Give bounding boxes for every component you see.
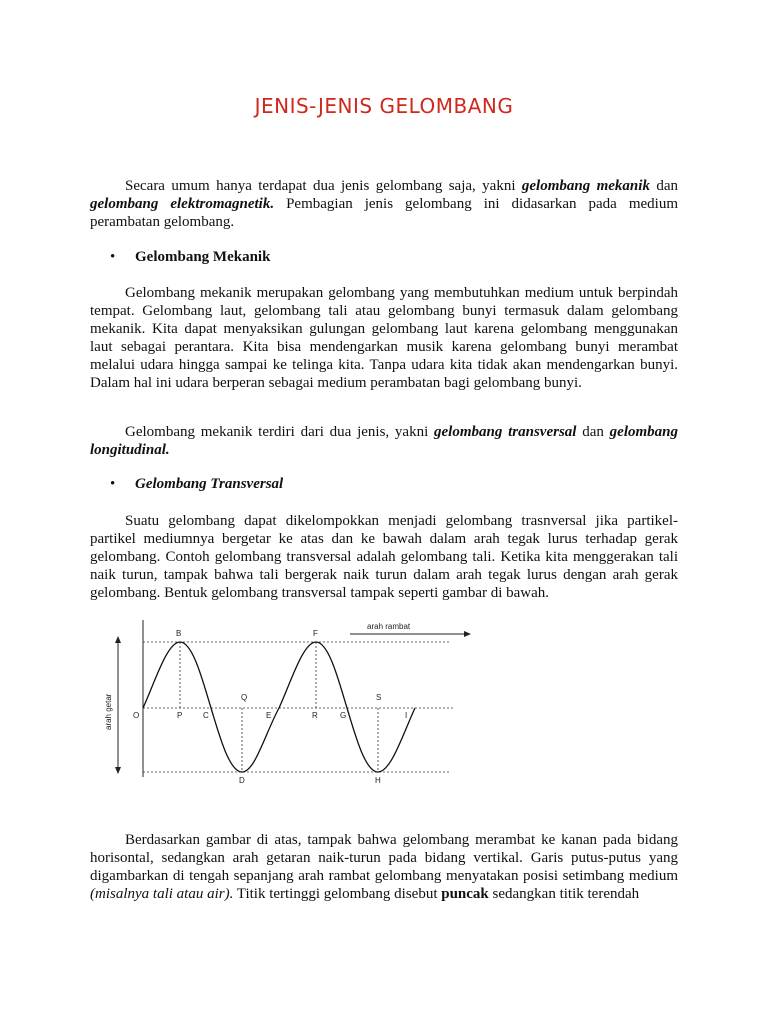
closing-text-2: Titik tertinggi gelombang disebut <box>233 886 442 902</box>
intro-text-3: Pembagian jenis gelombang ini didasarkan pada medium perambatan gelombang. <box>90 196 678 230</box>
bullet-label: Gelombang Transversal <box>135 476 284 492</box>
label-d: D <box>239 776 245 785</box>
label-g: G <box>340 711 347 720</box>
closing-paragraph <box>90 831 678 903</box>
label-s: S <box>376 693 382 702</box>
wave-curve <box>143 642 415 772</box>
label-i: I <box>405 711 408 720</box>
bullet-gelombang-transversal <box>110 475 283 493</box>
mekanik-paragraph: Gelombang mekanik merupakan gelombang yang membutuhkan medium untuk berpindah tempat. Gelombang laut, gelombang tali atau gelombang bunyi termasuk dalam gelombang mekanik. Kita dapat menyaksikan gulungan gelombang laut karena gelombang menggunakan laut sebagai perantara. Kita bisa mendengarkan musik karena gelombang bunyi merambat melalui udara hingga sampai ke telinga kita. Tanpa udara kita tidak akan mendengarkan bunyi. Dalam hal ini udara berperan sebagai medium perambatan bagi gelombang bunyi. <box>90 285 678 391</box>
label-r: R <box>312 711 318 720</box>
propagation-arrow <box>350 631 471 637</box>
label-b: B <box>176 629 182 638</box>
closing-term-puncak: puncak <box>441 886 489 902</box>
bullet-dot: • <box>110 476 116 492</box>
jenis-paragraph <box>90 423 678 459</box>
label-h: H <box>375 776 381 785</box>
label-e: E <box>266 711 272 720</box>
label-p: P <box>177 711 183 720</box>
vibration-arrow <box>115 636 121 774</box>
closing-italic: (misalnya tali atau air). <box>90 886 234 902</box>
intro-paragraph <box>90 177 678 231</box>
bullet-gelombang-mekanik <box>110 248 270 266</box>
transversal-paragraph: Suatu gelombang dapat dikelompokkan menjadi gelombang trasnversal jika partikel-partikel mediumnya bergetar ke atas dan ke bawah dalam arah tegak lurus terhadap gerak gelombang. Contoh gelombang transversal adalah gelombang tali. Ketika kita menggerakan tali naik turun, tampak bahwa tali bergerak naik turun dalam arah tegak lurus dengan arah gerak gelombang. Bentuk gelombang transversal tampak seperti gambar di bawah. <box>90 513 678 601</box>
label-f: F <box>313 629 318 638</box>
closing-text-3: sedangkan titik terendah <box>488 886 640 902</box>
label-c: C <box>203 711 209 720</box>
arah-getar-label: arah getar <box>104 693 113 730</box>
label-o: O <box>133 711 140 720</box>
intro-term-mekanik: gelombang mekanik <box>521 178 650 194</box>
transverse-wave-figure <box>95 612 495 787</box>
jenis-text-2: dan <box>576 424 610 440</box>
intro-term-elektromagnetik: gelombang elektromagnetik. <box>90 196 275 212</box>
label-q: Q <box>241 693 248 702</box>
jenis-term-transversal: gelombang transversal <box>434 424 577 440</box>
arah-rambat-label: arah rambat <box>367 622 411 631</box>
page-title: JENIS-JENIS GELOMBANG <box>254 94 514 118</box>
bullet-label: Gelombang Mekanik <box>135 249 271 265</box>
jenis-text-1: Gelombang mekanik terdiri dari dua jenis, yakni <box>125 424 435 440</box>
intro-text-1: Secara umum hanya terdapat dua jenis gelombang saja, yakni <box>125 178 522 194</box>
jenis-term-longitudinal: gelombang longitudinal. <box>90 424 678 458</box>
closing-text-1: Berdasarkan gambar di atas, tampak bahwa gelombang merambat ke kanan pada bidang horisontal, sedangkan arah getaran naik-turun pada bidang vertikal. Garis putus-putus yang digambarkan di tengah sepanjang arah rambat gelombang menyatakan posisi setimbang medium <box>90 832 678 884</box>
intro-text-2: dan <box>649 178 678 194</box>
bullet-dot: • <box>110 249 116 265</box>
